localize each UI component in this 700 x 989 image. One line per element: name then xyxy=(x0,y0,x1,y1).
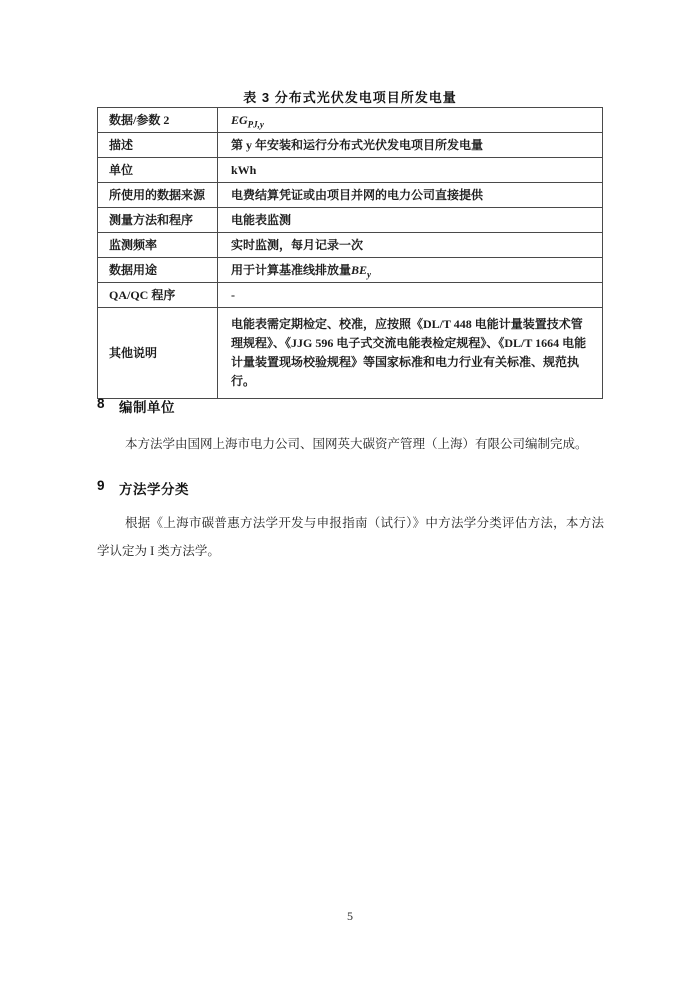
row-value xyxy=(218,108,603,133)
table-row xyxy=(98,208,603,233)
table-row xyxy=(98,258,603,283)
row-label: 监测频率 xyxy=(98,233,218,258)
variable-symbol: EG xyxy=(231,113,248,127)
table-caption: 表 3 分布式光伏发电项目所发电量 xyxy=(243,90,457,105)
row-value xyxy=(218,258,603,283)
variable-subscript: y xyxy=(367,269,372,280)
row-label: 其他说明 xyxy=(98,308,218,399)
row-label: 单位 xyxy=(98,158,218,183)
table-row xyxy=(98,158,603,183)
row-value: 电能表需定期检定、校准，应按照《DL/T 448 电能计量装置技术管理规程》、《JJG 596 电子式交流电能表检定规程》、《DL/T 1664 电能计量装置现场校验规程》等国家标准和电力行业有关标准、规范执行。 xyxy=(218,308,603,399)
row-label: 测量方法和程序 xyxy=(98,208,218,233)
parameter-table xyxy=(97,107,603,399)
table-row xyxy=(98,308,603,399)
table-row xyxy=(98,233,603,258)
page-number: 5 xyxy=(347,909,353,923)
table-row xyxy=(98,108,603,133)
row-value: 实时监测，每月记录一次 xyxy=(218,233,603,258)
section-number: 8 xyxy=(97,396,106,411)
section-title: 方法学分类 xyxy=(119,482,190,497)
section-heading-8 xyxy=(97,396,175,416)
value-text: 用于计算基准线排放量 xyxy=(231,263,352,277)
variable-subscript: PJ,y xyxy=(247,119,264,130)
row-value: 电费结算凭证或由项目并网的电力公司直接提供 xyxy=(218,183,603,208)
section-heading-9 xyxy=(97,478,189,498)
row-label: 所使用的数据来源 xyxy=(98,183,218,208)
row-label: QA/QC 程序 xyxy=(98,283,218,308)
table-row xyxy=(98,283,603,308)
table-row xyxy=(98,133,603,158)
row-value: kWh xyxy=(218,158,603,183)
section-9-paragraph: 根据《上海市碳普惠方法学开发与申报指南（试行）》中方法学分类评估方法，本方法学认定为 I 类方法学。 xyxy=(97,516,604,558)
section-number: 9 xyxy=(97,478,106,493)
table-row xyxy=(98,183,603,208)
row-value: 第 y 年安装和运行分布式光伏发电项目所发电量 xyxy=(218,133,603,158)
row-label: 数据/参数 2 xyxy=(98,108,218,133)
row-label: 描述 xyxy=(98,133,218,158)
section-8-paragraph: 本方法学由国网上海市电力公司、国网英大碳资产管理（上海）有限公司编制完成。 xyxy=(125,437,588,451)
variable-symbol: BE xyxy=(351,263,368,277)
row-value: - xyxy=(218,283,603,308)
row-label: 数据用途 xyxy=(98,258,218,283)
row-value: 电能表监测 xyxy=(218,208,603,233)
section-title: 编制单位 xyxy=(119,400,176,415)
